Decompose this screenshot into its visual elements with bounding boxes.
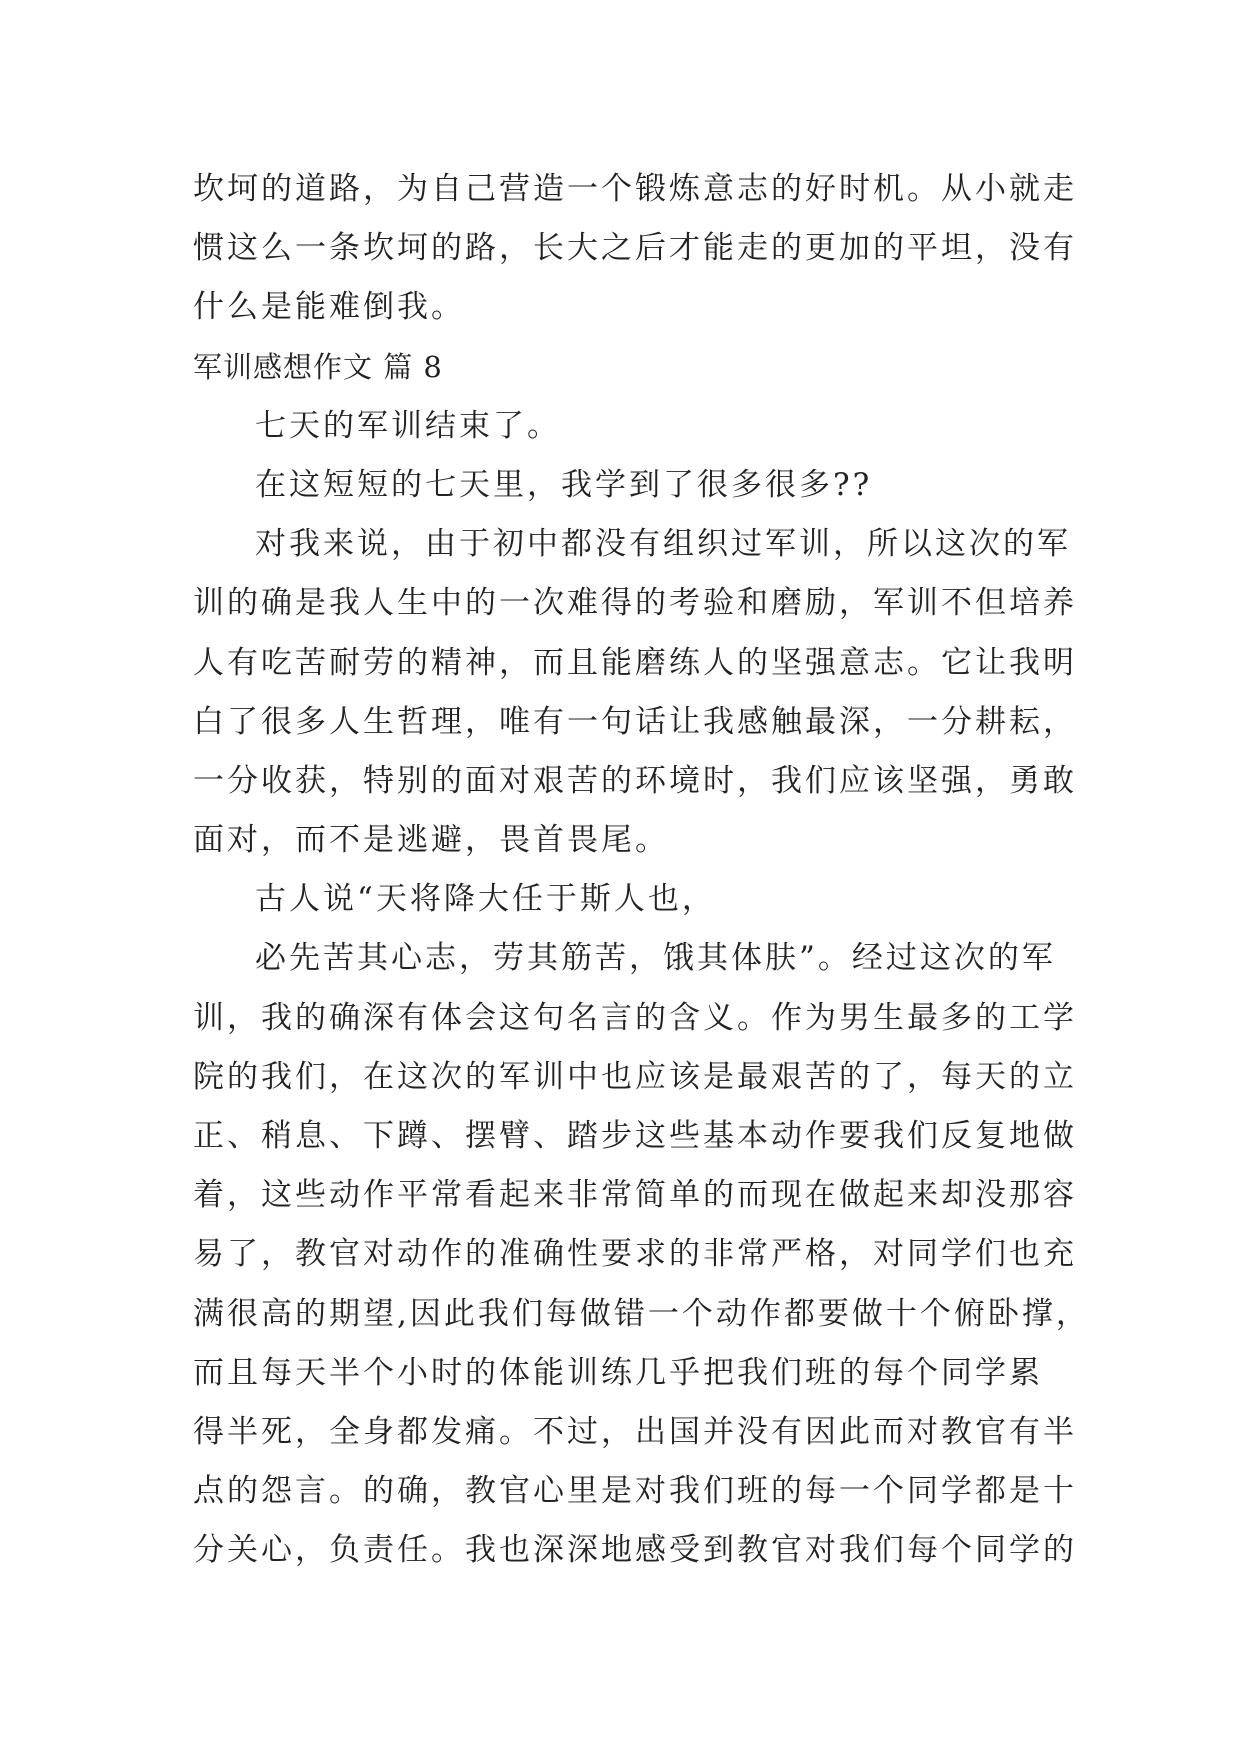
text-line: 正、稍息、下蹲、摆臂、踏步这些基本动作要我们反复地做: [193, 1118, 1077, 1154]
text-line: 训的确是我人生中的一次难得的考验和磨励，军训不但培养: [193, 585, 1077, 622]
text-line: 面对，而不是逃避，畏首畏尾。: [193, 822, 669, 859]
paragraph-first-line: 必先苦其心志，劳其筋苦，饿其体肤”。经过这次的军: [255, 940, 1056, 977]
paragraph-first-line: 对我来说，由于初中都没有组织过军训，所以这次的军: [255, 526, 1071, 563]
document-body: [193, 160, 1090, 1581]
text-line: 一分收获，特别的面对艰苦的环境时，我们应该坚强，勇敢: [193, 762, 1077, 799]
text-line: 人有吃苦耐劳的精神，而且能磨练人的坚强意志。它让我明: [193, 644, 1077, 681]
text-line: 惯这么一条坎坷的路，长大之后才能走的更加的平坦，没有: [193, 230, 1077, 267]
text-line: 院的我们，在这次的军训中也应该是最艰苦的了，每天的立: [193, 1058, 1077, 1095]
text-line: 而且每天半个小时的体能训练几乎把我们班的每个同学累: [193, 1354, 1043, 1391]
text-line: 点的怨言。的确，教官心里是对我们班的每一个同学都是十: [193, 1473, 1077, 1510]
paragraph-first-line: 七天的军训结束了。: [255, 407, 561, 444]
text-line: 什么是能难倒我。: [193, 289, 465, 326]
text-line: 坎坷的道路，为自己营造一个锻炼意志的好时机。从小就走: [193, 171, 1077, 207]
paragraph-first-line: 古人说“天将降大任于斯人也，: [255, 881, 716, 918]
text-line: 训，我的确深有体会这句名言的含义。作为男生最多的工学: [193, 999, 1077, 1036]
paragraph-first-line: 在这短短的七天里，我学到了很多很多??: [255, 466, 873, 503]
section-heading: 军训感想作文 篇 8: [193, 349, 443, 384]
text-line: 易了，教官对动作的准确性要求的非常严格，对同学们也充: [193, 1236, 1077, 1273]
text-line: 得半死，全身都发痛。不过，出国并没有因此而对教官有半: [193, 1413, 1077, 1450]
text-line: 满很高的期望,因此我们每做错一个动作都要做十个俯卧撑，: [193, 1295, 1090, 1332]
text-line: 分关心，负责任。我也深深地感受到教官对我们每个同学的: [193, 1532, 1077, 1569]
text-line: 着，这些动作平常看起来非常简单的而现在做起来却没那容: [193, 1177, 1077, 1214]
text-line: 白了很多人生哲理，唯有一句话让我感触最深，一分耕耘，: [193, 703, 1077, 740]
